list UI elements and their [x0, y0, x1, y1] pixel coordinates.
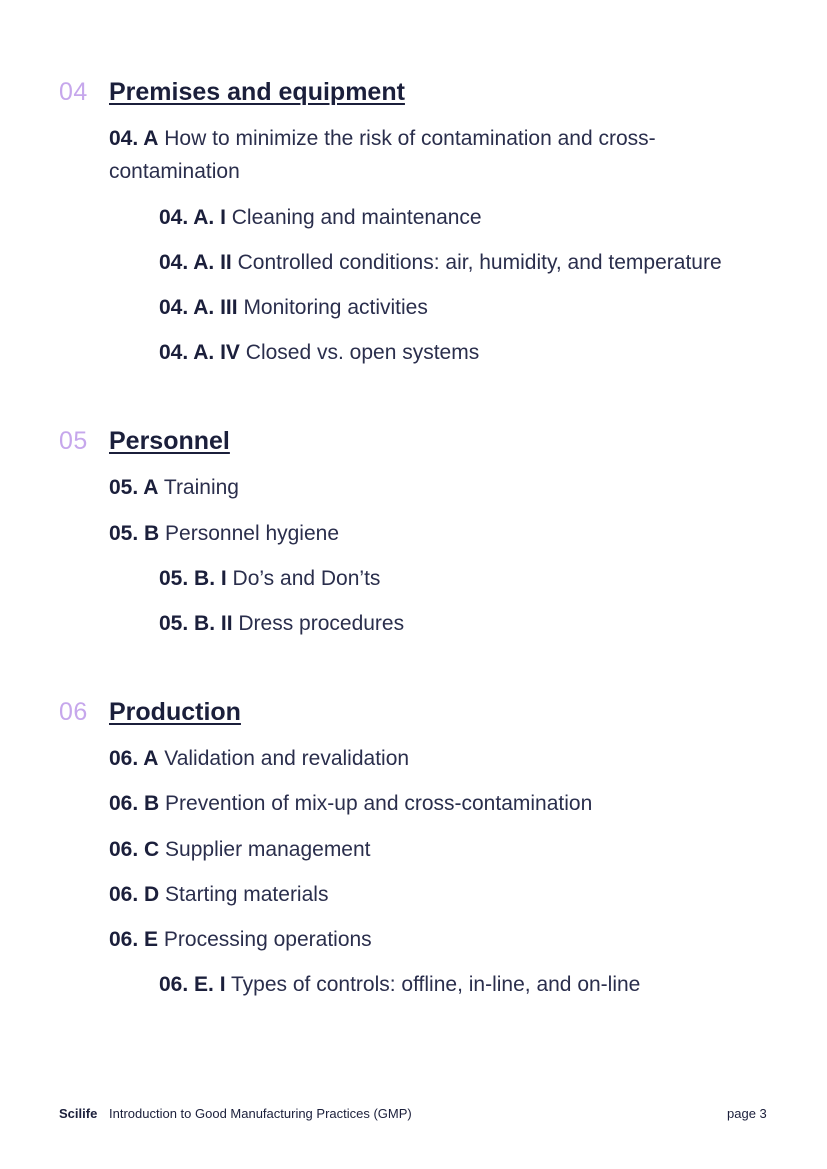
toc-entry-text: Personnel hygiene [165, 522, 340, 545]
toc-entry-text: Processing operations [163, 928, 372, 951]
toc-entry-code: 06. D [109, 883, 160, 906]
section-number: 04 [59, 78, 88, 106]
toc-entry[interactable] [159, 291, 799, 324]
section-number: 05 [59, 427, 88, 455]
toc-entry[interactable] [109, 878, 749, 911]
toc-entry[interactable] [109, 833, 749, 866]
toc-entry[interactable] [109, 787, 749, 820]
toc-entry-text: Closed vs. open systems [245, 341, 480, 364]
toc-entry-code: 05. B. II [159, 612, 233, 635]
toc-entry[interactable] [159, 336, 799, 369]
section-title-personnel[interactable]: Personnel [109, 427, 230, 455]
toc-entry[interactable] [109, 923, 749, 956]
toc-entry-text: Types of controls: offline, in-line, and on-line [231, 973, 641, 996]
toc-entry-code: 04. A. II [159, 251, 232, 274]
toc-entry-text: Prevention of mix-up and cross-contamination [165, 792, 593, 815]
toc-entry-code: 04. A. IV [159, 341, 240, 364]
toc-entry[interactable] [159, 201, 799, 234]
toc-entry-code: 04. A. I [159, 206, 226, 229]
toc-entry-text: Validation and revalidation [164, 747, 410, 770]
footer-brand: Scilife [59, 1106, 98, 1121]
toc-entry-text: Training [163, 476, 239, 499]
toc-entry-text: Monitoring activities [243, 296, 428, 319]
toc-entry-code: 06. B [109, 792, 160, 815]
toc-entry-code: 04. A. III [159, 296, 238, 319]
toc-entry-code: 06. E [109, 928, 159, 951]
footer-page-number: page 3 [727, 1106, 767, 1121]
toc-entry[interactable] [159, 968, 799, 1001]
toc-entry-text: Do’s and Don’ts [232, 567, 381, 590]
toc-entry[interactable] [109, 471, 749, 504]
toc-entry-code: 05. B [109, 522, 160, 545]
toc-entry-code: 06. C [109, 838, 160, 861]
toc-entry[interactable] [109, 122, 749, 188]
section-number: 06 [59, 698, 88, 726]
toc-entry-code: 06. E. I [159, 973, 226, 996]
footer-document-title: Introduction to Good Manufacturing Practices (GMP) [109, 1106, 412, 1121]
toc-entry[interactable] [109, 742, 749, 775]
toc-entry-text: Dress procedures [238, 612, 405, 635]
toc-entry-text: How to minimize the risk of contamination and cross-contamination [109, 127, 656, 183]
toc-entry-code: 06. A [109, 747, 159, 770]
section-title-premises[interactable]: Premises and equipment [109, 78, 405, 106]
toc-entry[interactable] [159, 607, 799, 640]
section-title-production[interactable]: Production [109, 698, 241, 726]
toc-entry[interactable] [159, 246, 799, 279]
toc-entry-text: Supplier management [165, 838, 371, 861]
toc-entry[interactable] [159, 562, 799, 595]
toc-entry-text: Cleaning and maintenance [231, 206, 482, 229]
toc-entry-text: Controlled conditions: air, humidity, and temperature [237, 251, 722, 274]
toc-entry[interactable] [109, 517, 749, 550]
toc-entry-code: 05. A [109, 476, 159, 499]
toc-entry-text: Starting materials [165, 883, 329, 906]
toc-entry-code: 04. A [109, 127, 159, 150]
toc-entry-code: 05. B. I [159, 567, 227, 590]
